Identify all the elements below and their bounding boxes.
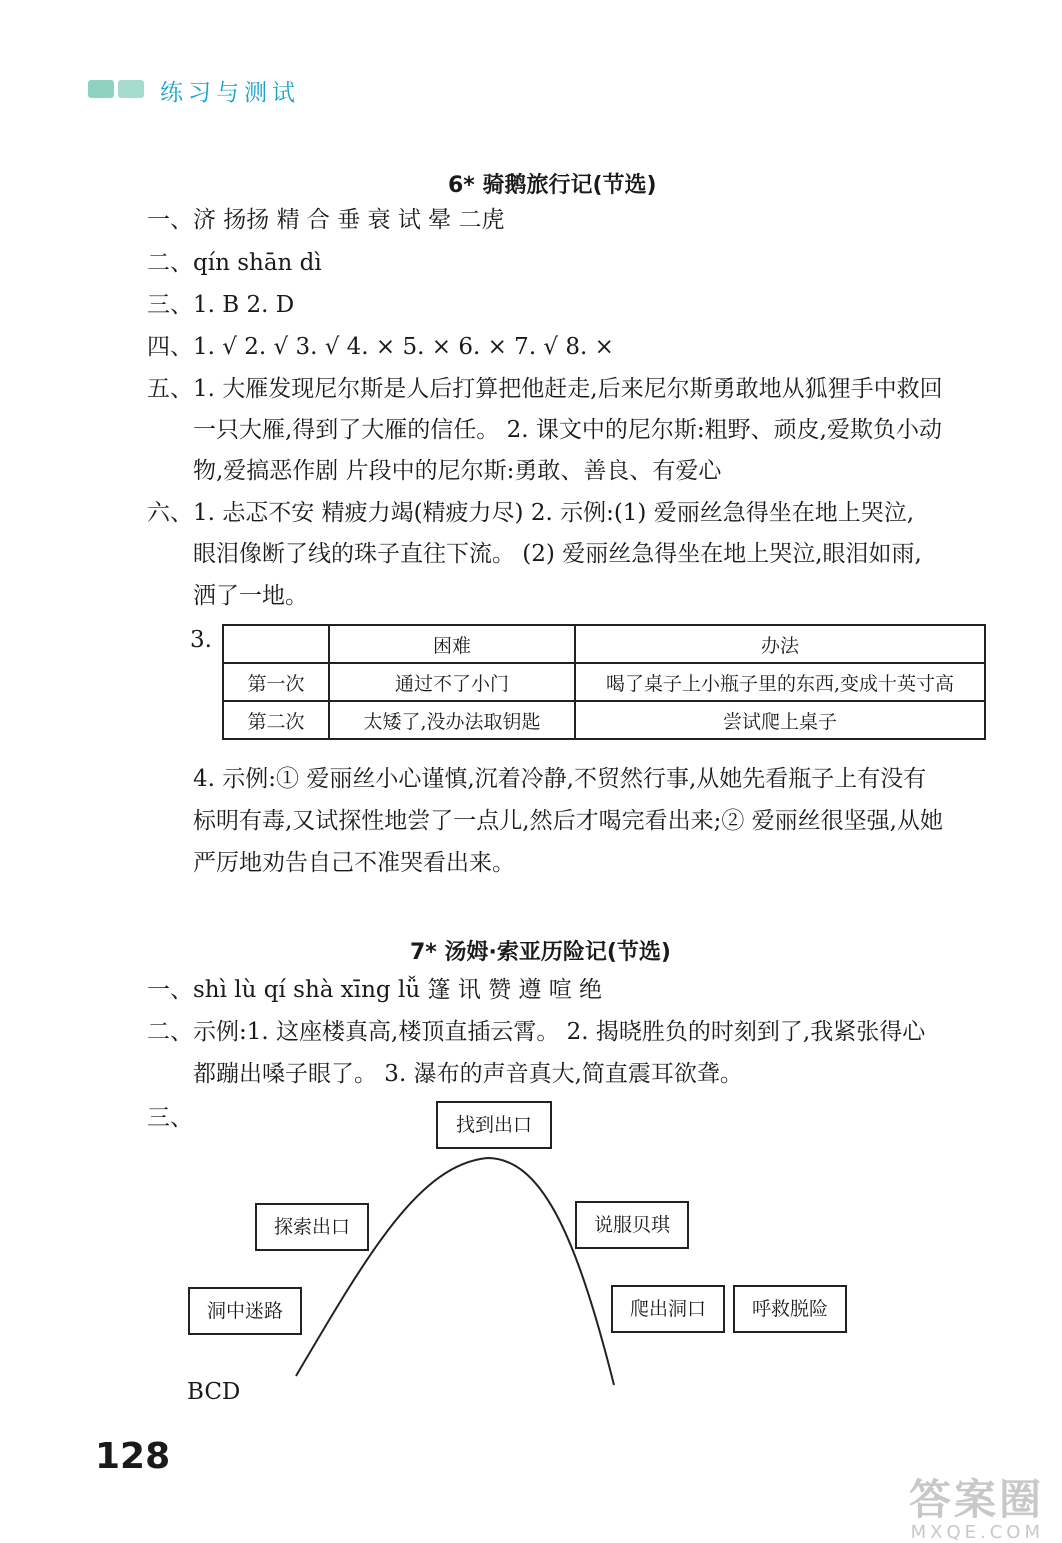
lesson-6-q5-line3: 物,爱搞恶作剧 片段中的尼尔斯:勇敢、善良、有爱心 [193, 458, 722, 484]
lesson-7-q2-line2: 都蹦出嗓子眼了。 3. 瀑布的声音真大,简直震耳欲聋。 [193, 1061, 743, 1087]
plot-box-right-upper: 说服贝琪 [575, 1201, 689, 1249]
table-cell: 尝试爬上桌子 [575, 701, 985, 739]
table-cell: 第一次 [223, 663, 329, 701]
watermark-line2: MXQE.COM [910, 1522, 1044, 1543]
lesson-6-q6-4-line1: 4. 示例:① 爱丽丝小心谨慎,沉着冷静,不贸然行事,从她先看瓶子上有没有 [193, 766, 927, 792]
plot-box-right-lower: 爬出洞口 [611, 1285, 725, 1333]
plot-box-left-upper: 探索出口 [255, 1203, 369, 1251]
table-cell: 第二次 [223, 701, 329, 739]
lesson-6-q6-line3: 洒了一地。 [193, 583, 308, 609]
plot-box-left-lower: 洞中迷路 [188, 1287, 302, 1335]
lesson-7-q4: BCD [187, 1379, 241, 1405]
lesson-6-q6-line1: 六、1. 忐忑不安 精疲力竭(精疲力尽) 2. 示例:(1) 爱丽丝急得坐在地上哭泣, [147, 500, 915, 526]
lesson-7-q3-label: 三、 [147, 1105, 193, 1131]
table-header-cell: 办法 [575, 625, 985, 663]
book-series-title: 练习与测试 [160, 80, 300, 106]
plot-box-peak: 找到出口 [436, 1101, 552, 1149]
watermark-line1: 答案圈 [908, 1475, 1044, 1524]
lesson-6-q4: 四、1. √ 2. √ 3. √ 4. × 5. × 6. × 7. √ 8. × [147, 334, 614, 360]
lesson-7-q1: 一、shì lù qí shà xīng lǚ 篷 讯 赞 遵 喧 绝 [147, 977, 603, 1003]
lesson-6-q2: 二、qín shān dì [147, 250, 322, 276]
lesson-7-title: 7* 汤姆·索亚历险记(节选) [410, 940, 671, 965]
lesson-7-q2-line1: 二、示例:1. 这座楼真高,楼顶直插云霄。 2. 揭晓胜负的时刻到了,我紧张得心 [147, 1019, 926, 1045]
page-number: 128 [95, 1436, 171, 1477]
lesson-6-q6-line2: 眼泪像断了线的珠子直往下流。 (2) 爱丽丝急得坐在地上哭泣,眼泪如雨, [193, 541, 922, 567]
table-cell: 喝了桌子上小瓶子里的东西,变成十英寸高 [575, 663, 985, 701]
watermark-logo [908, 1475, 1044, 1543]
lesson-6-q6-3-label: 3. [190, 627, 212, 653]
lesson-6-q5-line2: 一只大雁,得到了大雁的信任。 2. 课文中的尼尔斯:粗野、顽皮,爱欺负小动 [193, 417, 942, 443]
table-cell: 通过不了小门 [329, 663, 575, 701]
lesson-6-title: 6* 骑鹅旅行记(节选) [448, 173, 657, 198]
lesson-6-q6-4-line2: 标明有毒,又试探性地尝了一点儿,然后才喝完看出来;② 爱丽丝很坚强,从她 [193, 808, 943, 834]
lesson-6-q1: 一、济 扬扬 精 合 垂 衰 试 晕 二虎 [147, 207, 505, 233]
plot-arc-curve [296, 1158, 614, 1385]
lesson-6-q3: 三、1. B 2. D [147, 292, 295, 318]
table-cell: 太矮了,没办法取钥匙 [329, 701, 575, 739]
plot-box-right-end: 呼救脱险 [733, 1285, 847, 1333]
table-header-cell: 困难 [329, 625, 575, 663]
lesson-6-q6-4-line3: 严厉地劝告自己不准哭看出来。 [193, 850, 515, 876]
lesson-6-q5-line1: 五、1. 大雁发现尼尔斯是人后打算把他赶走,后来尼尔斯勇敢地从狐狸手中救回 [147, 376, 943, 402]
